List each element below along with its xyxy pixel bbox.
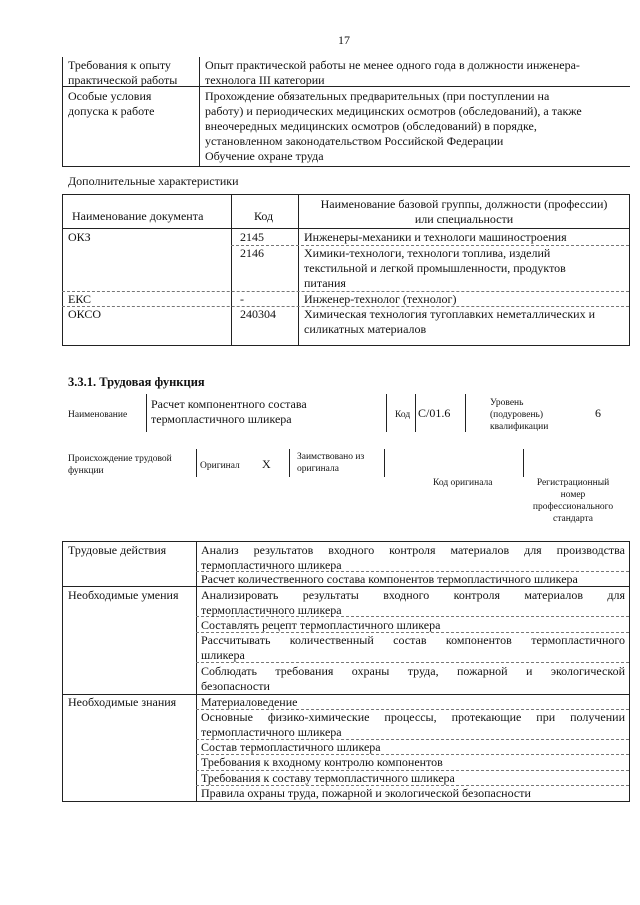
list-item: Анализировать результаты входного контроля материалов для термопластичного шликера (201, 588, 625, 617)
original-mark: Х (262, 457, 271, 471)
required-skills-label: Необходимые умения (68, 588, 179, 602)
table-row-code: 2145 (240, 230, 264, 244)
list-item: Материаловедение (201, 695, 298, 709)
list-item: Требования к входному контролю компонентов (201, 755, 443, 769)
table-row-name: Химическая технология тугоплавких неметаллических и силикатных материалов (304, 307, 596, 336)
original-label: Оригинал (200, 461, 240, 471)
header-base-group: Наименование базовой группы, должности (профессии) или специальности (320, 197, 608, 226)
list-item: Требования к составу термопластичного шликера (201, 771, 455, 785)
experience-label: Требования к опыту практической работы (68, 58, 178, 87)
borrowed-label: Заимствовано из оригинала (297, 452, 365, 474)
list-item: Анализ результатов входного контроля материалов для производства термопластичного шликера (201, 543, 625, 572)
admission-label: Особые условия допуска к работе (68, 89, 155, 118)
table-row-doc: ОКЗ (68, 230, 91, 244)
table-row-code: 2146 (240, 246, 264, 260)
table-row-name: Инженеры-механики и технологи машиностроения (304, 230, 567, 244)
qualification-level-label: Уровень (подуровень) квалификации (490, 398, 549, 432)
code-label: Код (395, 410, 411, 420)
qualification-level-value: 6 (595, 406, 601, 420)
section-title: 3.3.1. Трудовая функция (68, 375, 205, 389)
table-row-name: Химики-технологи, технологи топлива, изделий текстильной и легкой промышленности, продуктов питания (304, 246, 566, 290)
list-item: Составлять рецепт термопластичного шликера (201, 618, 441, 632)
header-code: Код (254, 209, 274, 223)
page-number: 17 (338, 33, 350, 47)
list-item: Рассчитывать количественный состав компонентов термопластичного шликера (201, 633, 625, 662)
function-name-value: Расчет компонентного состава термопластичного шликера (151, 397, 307, 426)
list-item: Расчет количественного состава компонентов термопластичного шликера (201, 572, 578, 586)
table-row-code: - (240, 292, 244, 306)
required-knowledge-label: Необходимые знания (68, 695, 177, 709)
experience-value: Опыт практической работы не менее одного года в должности инженера- технолога III категории (205, 58, 580, 87)
table-row-code: 240304 (240, 307, 276, 321)
header-document-name: Наименование документа (72, 209, 204, 223)
code-value: С/01.6 (418, 406, 451, 420)
additional-characteristics-title: Дополнительные характеристики (68, 174, 239, 188)
origin-code-label: Код оригинала (433, 478, 493, 488)
admission-value: Прохождение обязательных предварительных (при поступлении на работу) и периодических медицинских осмотров (обследований), а также внеочередных медицинских осмотров (обследований) в порядке, установленном законодательством Российской Федерации Обучение охране труда (205, 89, 582, 163)
table-row-doc: ОКСО (68, 307, 102, 321)
list-item: Соблюдать требования охраны труда, пожарной и экологической безопасности (201, 664, 625, 693)
list-item: Основные физико-химические процессы, протекающие при получении термопластичного шликера (201, 710, 625, 739)
list-item: Состав термопластичного шликера (201, 740, 381, 754)
registration-number-label: Регистрационный номер профессионального стандарта (532, 478, 614, 524)
name-label: Наименование (68, 410, 128, 420)
origin-label: Происхождение трудовой функции (68, 454, 172, 476)
table-row-name: Инженер-технолог (технолог) (304, 292, 457, 306)
table-row-doc: ЕКС (68, 292, 92, 306)
labor-actions-label: Трудовые действия (68, 543, 167, 557)
list-item: Правила охраны труда, пожарной и экологической безопасности (201, 786, 531, 800)
